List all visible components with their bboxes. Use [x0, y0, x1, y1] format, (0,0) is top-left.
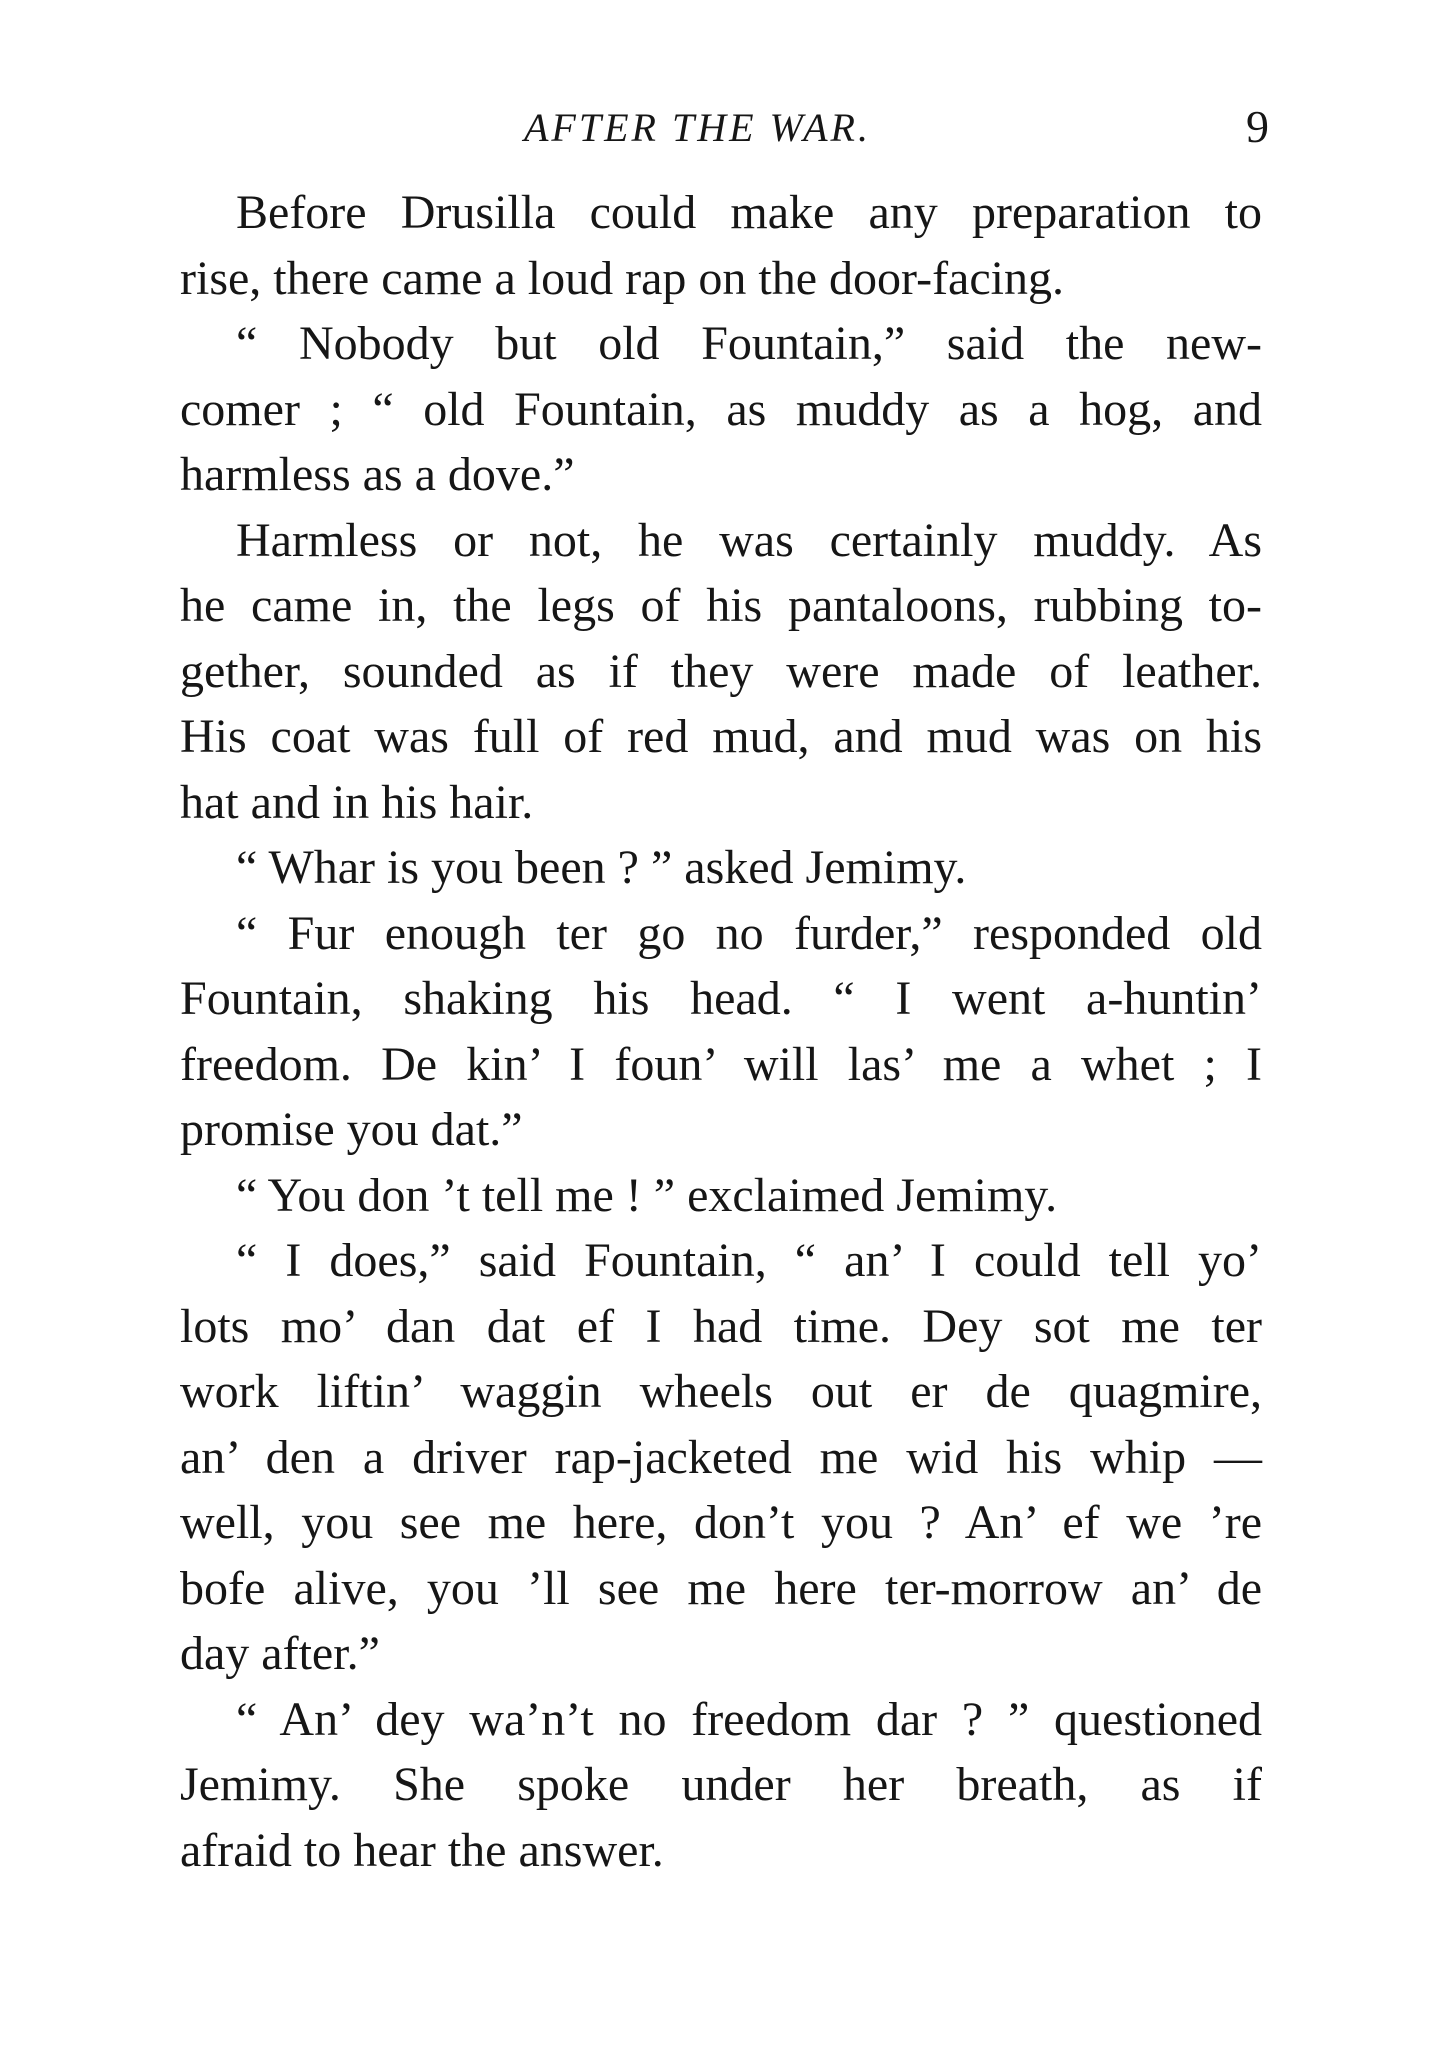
text-line: Fountain, shaking his head. “ I went a-huntin’: [180, 972, 1262, 1025]
text-line: freedom. De kin’ I foun’ will las’ me a whet ; I: [180, 1037, 1262, 1091]
body-text: [180, 180, 1262, 1883]
running-title: AFTER THE WAR.: [524, 105, 871, 150]
text-line: he came in, the legs of his pantaloons, rubbing to-: [180, 579, 1262, 632]
text-line: “ Nobody but old Fountain,” said the new-: [236, 317, 1262, 370]
text-line: “ I does,” said Fountain, “ an’ I could tell yo’: [236, 1234, 1262, 1287]
text-line: Before Drusilla could make any preparation to: [236, 186, 1262, 239]
text-line: “ You don ’t tell me ! ” exclaimed Jemimy.: [236, 1168, 1058, 1222]
running-head: [0, 100, 1445, 160]
text-line: bofe alive, you ’ll see me here ter-morrow an’ de: [180, 1561, 1262, 1615]
text-line: comer ; “ old Fountain, as muddy as a hog, and: [180, 382, 1262, 436]
text-line: Jemimy. She spoke under her breath, as if: [180, 1758, 1262, 1811]
text-line: gether, sounded as if they were made of leather.: [180, 644, 1262, 698]
text-line: lots mo’ dan dat ef I had time. Dey sot me ter: [180, 1299, 1262, 1353]
text-line: well, you see me here, don’t you ? An’ ef we ’re: [180, 1496, 1262, 1549]
text-line: “ Fur enough ter go no furder,” responded old: [236, 906, 1262, 960]
text-line: afraid to hear the answer.: [180, 1823, 664, 1877]
text-line: “ Whar is you been ? ” asked Jemimy.: [236, 841, 967, 894]
text-line: hat and in his hair.: [180, 775, 534, 829]
text-line: day after.”: [180, 1627, 380, 1680]
text-line: an’ den a driver rap-jacketed me wid his whip —: [180, 1430, 1262, 1484]
page-number: 9: [1246, 101, 1269, 152]
text-line: harmless as a dove.”: [180, 448, 575, 501]
text-line: rise, there came a loud rap on the door-facing.: [180, 251, 1064, 305]
text-line: promise you dat.”: [180, 1103, 523, 1156]
text-line: “ An’ dey wa’n’t no freedom dar ? ” questioned: [236, 1692, 1262, 1746]
text-line: His coat was full of red mud, and mud was on his: [180, 710, 1262, 763]
text-line: work liftin’ waggin wheels out er de quagmire,: [180, 1365, 1262, 1418]
text-line: Harmless or not, he was certainly muddy. As: [236, 513, 1262, 567]
